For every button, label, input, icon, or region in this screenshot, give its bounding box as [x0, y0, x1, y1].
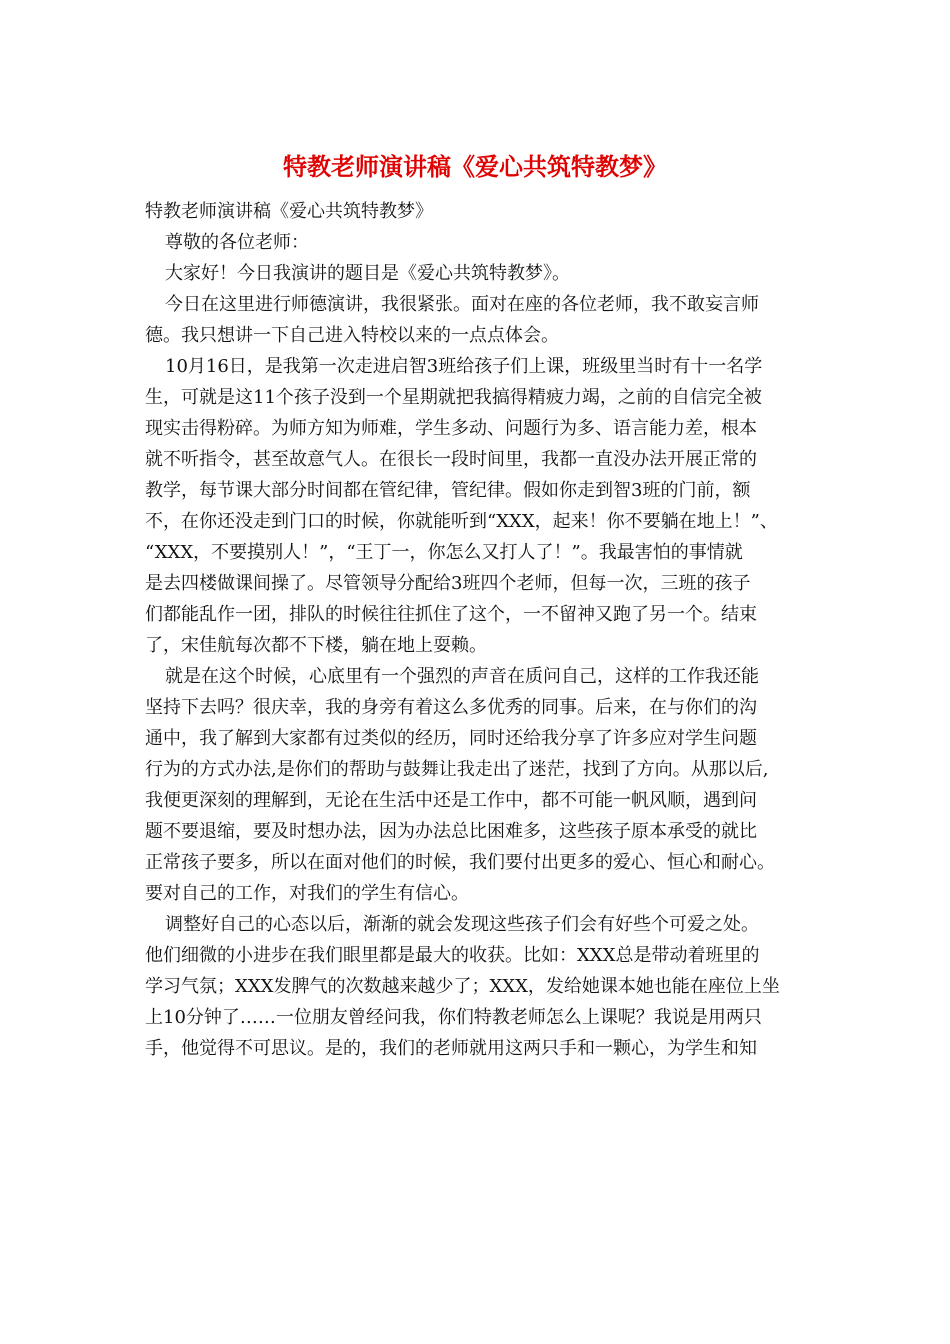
text-line: 就不听指令，甚至故意气人。在很长一段时间里，我都一直没办法开展正常的	[145, 449, 757, 470]
text-line: 就是在这个时候，心底里有一个强烈的声音在质问自己，这样的工作我还能	[165, 666, 759, 687]
text-line: 10月16日，是我第一次走进启智3班给孩子们上课，班级里当时有十一名学	[165, 356, 763, 377]
text-line: 们都能乱作一团，排队的时候往往抓住了这个，一不留神又跑了另一个。结束	[145, 604, 757, 625]
text-line: 上10分钟了……一位朋友曾经问我，你们特教老师怎么上课呢？我说是用两只	[145, 1007, 762, 1028]
text-line: 要对自己的工作，对我们的学生有信心。	[145, 883, 469, 904]
text-line: 坚持下去吗？很庆幸，我的身旁有着这么多优秀的同事。后来，在与你们的沟	[145, 697, 757, 718]
text-line: 现实击得粉碎。为师方知为师难，学生多动、问题行为多、语言能力差，根本	[145, 418, 757, 439]
text-line: 特教老师演讲稿《爱心共筑特教梦》	[145, 201, 433, 222]
text-line: 我便更深刻的理解到，无论在生活中还是工作中，都不可能一帆风顺，遇到问	[145, 790, 757, 811]
text-line: 正常孩子要多，所以在面对他们的时候，我们要付出更多的爱心、恒心和耐心。	[145, 852, 775, 873]
text-line: 生，可就是这11个孩子没到一个星期就把我搞得精疲力竭，之前的自信完全被	[145, 387, 762, 408]
text-line: 不，在你还没走到门口的时候，你就能听到“XXX，起来！你不要躺在地上！”、	[145, 511, 778, 532]
text-line: 调整好自己的心态以后，渐渐的就会发现这些孩子们会有好些个可爱之处。	[165, 914, 759, 935]
text-line: 他们细微的小进步在我们眼里都是最大的收获。比如：XXX总是带动着班里的	[145, 945, 760, 966]
text-line: 学习气氛；XXX发脾气的次数越来越少了；XXX，发给她课本她也能在座位上坐	[145, 976, 780, 997]
text-line: 尊敬的各位老师：	[165, 232, 309, 253]
text-line: 题不要退缩，要及时想办法，因为办法总比困难多，这些孩子原本承受的就比	[145, 821, 757, 842]
text-line: 大家好！今日我演讲的题目是《爱心共筑特教梦》。	[165, 263, 570, 284]
text-line: 了，宋佳航每次都不下楼，躺在地上耍赖。	[145, 635, 487, 656]
document-title: 特教老师演讲稿《爱心共筑特教梦》	[283, 152, 667, 181]
text-line: 手，他觉得不可思议。是的，我们的老师就用这两只手和一颗心，为学生和知	[145, 1038, 757, 1059]
text-line: 德。我只想讲一下自己进入特校以来的一点点体会。	[145, 325, 559, 346]
text-line: “XXX，不要摸别人！”，“王丁一，你怎么又打人了！”。我最害怕的事情就	[145, 542, 743, 563]
text-line: 教学，每节课大部分时间都在管纪律，管纪律。假如你走到智3班的门前，额	[145, 480, 751, 501]
document-body	[145, 196, 815, 1064]
text-line: 行为的方式办法,是你们的帮助与鼓舞让我走出了迷茫，找到了方向。从那以后,	[145, 759, 769, 780]
text-line: 通中，我了解到大家都有过类似的经历，同时还给我分享了许多应对学生问题	[145, 728, 757, 749]
text-line: 是去四楼做课间操了。尽管领导分配给3班四个老师，但每一次，三班的孩子	[145, 573, 751, 594]
text-line: 今日在这里进行师德演讲，我很紧张。面对在座的各位老师，我不敢妄言师	[165, 294, 759, 315]
